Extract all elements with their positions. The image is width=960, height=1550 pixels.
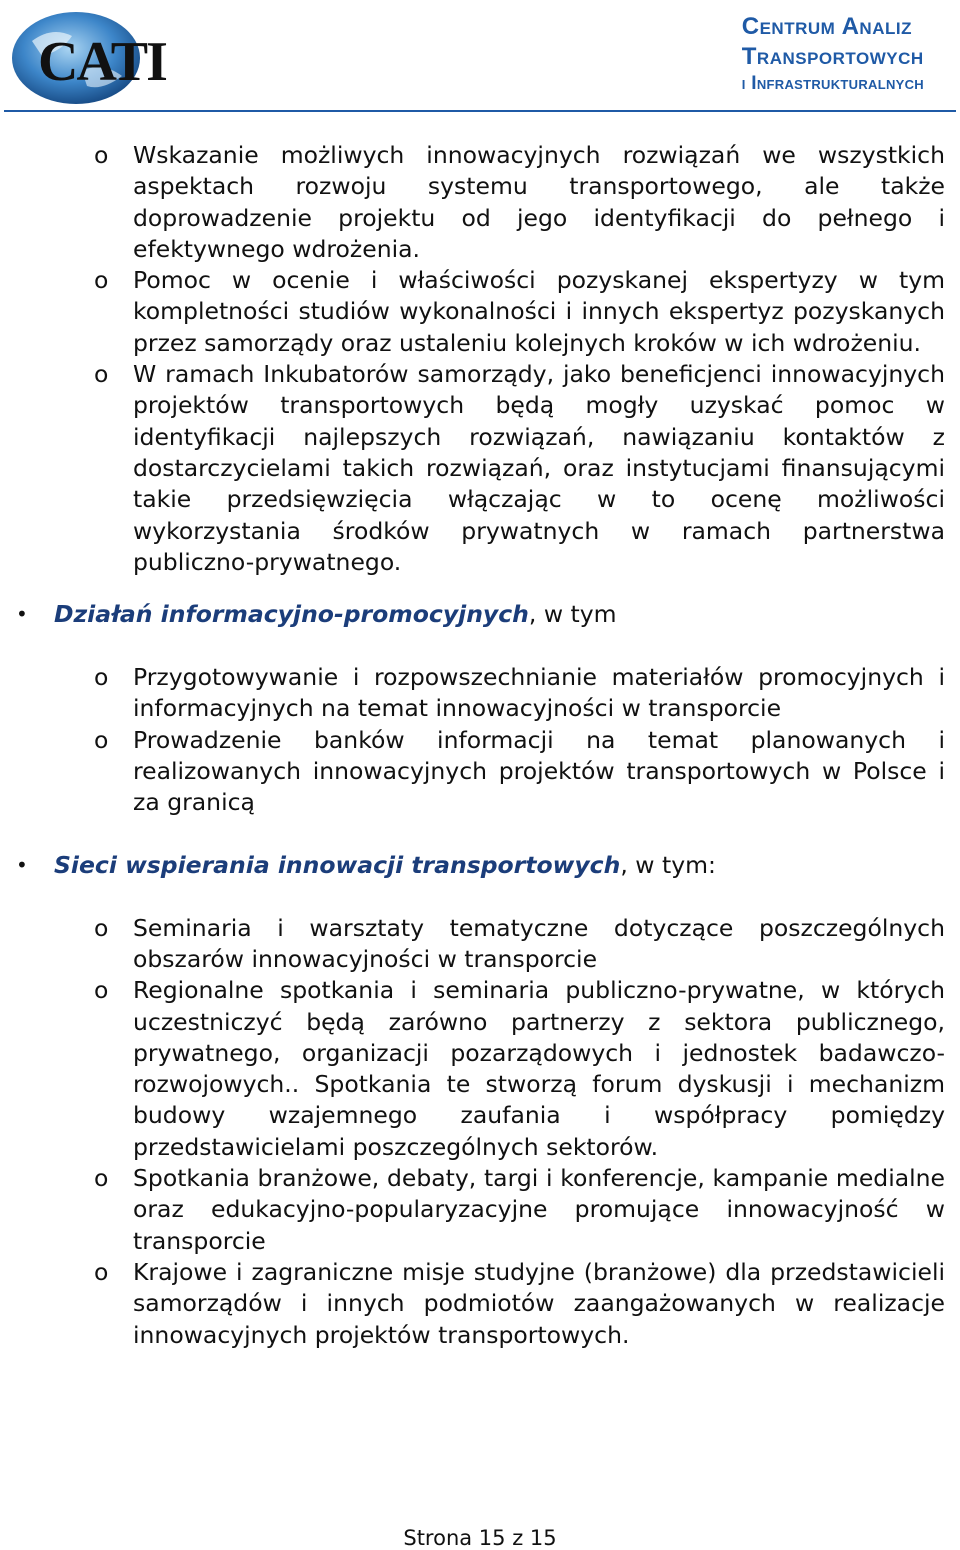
section-items-2: [0, 662, 960, 818]
list-item: o Wskazanie możliwych innowacyjnych rozwiązań we wszystkich aspektach rozwoju systemu transportowego, ale także doprowadzenie projektu od jego identyfikacji do pełnego i efektywnego wdrożenia.: [94, 141, 945, 263]
list-item: o Spotkania branżowe, debaty, targi i konferencje, kampanie medialne oraz edukacyjno-popularyzacyjne promujące innowacyjność w transporcie: [94, 1164, 945, 1255]
list-item: o Pomoc w ocenie i właściwości pozyskanej ekspertyzy w tym kompletności studiów wykonalności i innych ekspertyz pozyskanych przez samorządy oraz ustaleniu kolejnych kroków w ich wdrożeniu.: [94, 266, 945, 357]
bullet-heading: • Działań informacyjno-promocyjnych, w tym: [16, 600, 617, 629]
list-item: o Seminaria i warsztaty tematyczne dotyczące poszczególnych obszarów innowacyjności w transporcie: [94, 913, 945, 973]
brand-line-2: Transportowych: [741, 43, 924, 70]
bullet-heading: • Sieci wspierania innowacji transportowych, w tym:: [16, 850, 716, 879]
bullet-emphasis: Działań informacyjno-promocyjnych: [54, 600, 529, 629]
list-item: o W ramach Inkubatorów samorządy, jako beneficjenci innowacyjnych projektów transportowych będą mogły uzyskać pomoc w identyfikacji najlepszych rozwiązań, nawiązaniu kontaktów z dostarczycielami takich rozwiązań, oraz instytucjami finansującymi takie przedsięwzięcia włączając w to ocenę możliwości wykorzystania środków prywatnych w ramach partnerstwa publiczno-prywatnego.: [94, 360, 945, 576]
page-number: Strona 15 z 15: [403, 1526, 557, 1550]
brand-line-1: Centrum Analiz: [741, 13, 912, 40]
brand-line-3: i Infrastrukturalnych: [741, 73, 924, 94]
cati-logo: [2, 6, 234, 108]
list-item: o Przygotowywanie i rozpowszechnianie materiałów promocyjnych i informacyjnych na temat innowacyjności w transporcie: [94, 663, 945, 723]
section-items-1: [0, 140, 960, 578]
list-item: o Regionalne spotkania i seminaria publiczno-prywatne, w których uczestniczyć będą zarówno partnerzy z sektora publicznego, prywatnego, organizacji pozarządowych i jednostek badawczo-rozwojowych.. Spotkania te stworzą forum dyskusji i mechanizm budowy wzajemnego zaufania i współpracy pomiędzy przedstawicielami poszczególnych sektorów.: [94, 976, 945, 1161]
header-rule: [4, 110, 956, 112]
list-item: o Prowadzenie banków informacji na temat planowanych i realizowanych innowacyjnych projektów transportowych w Polsce i za granicą: [94, 725, 945, 817]
list-item: o Krajowe i zagraniczne misje studyjne (branżowe) dla przedstawicieli samorządów i innych podmiotów zaangażowanych w realizacje innowacyjnych projektów transportowych.: [94, 1257, 945, 1349]
bullet-emphasis: Sieci wspierania innowacji transportowych: [54, 850, 621, 879]
page-header: [0, 0, 960, 115]
brand-name: [742, 12, 924, 96]
logo-text: CATI: [38, 31, 166, 93]
document-body: [0, 140, 960, 1351]
section-items-3: [0, 913, 960, 1351]
